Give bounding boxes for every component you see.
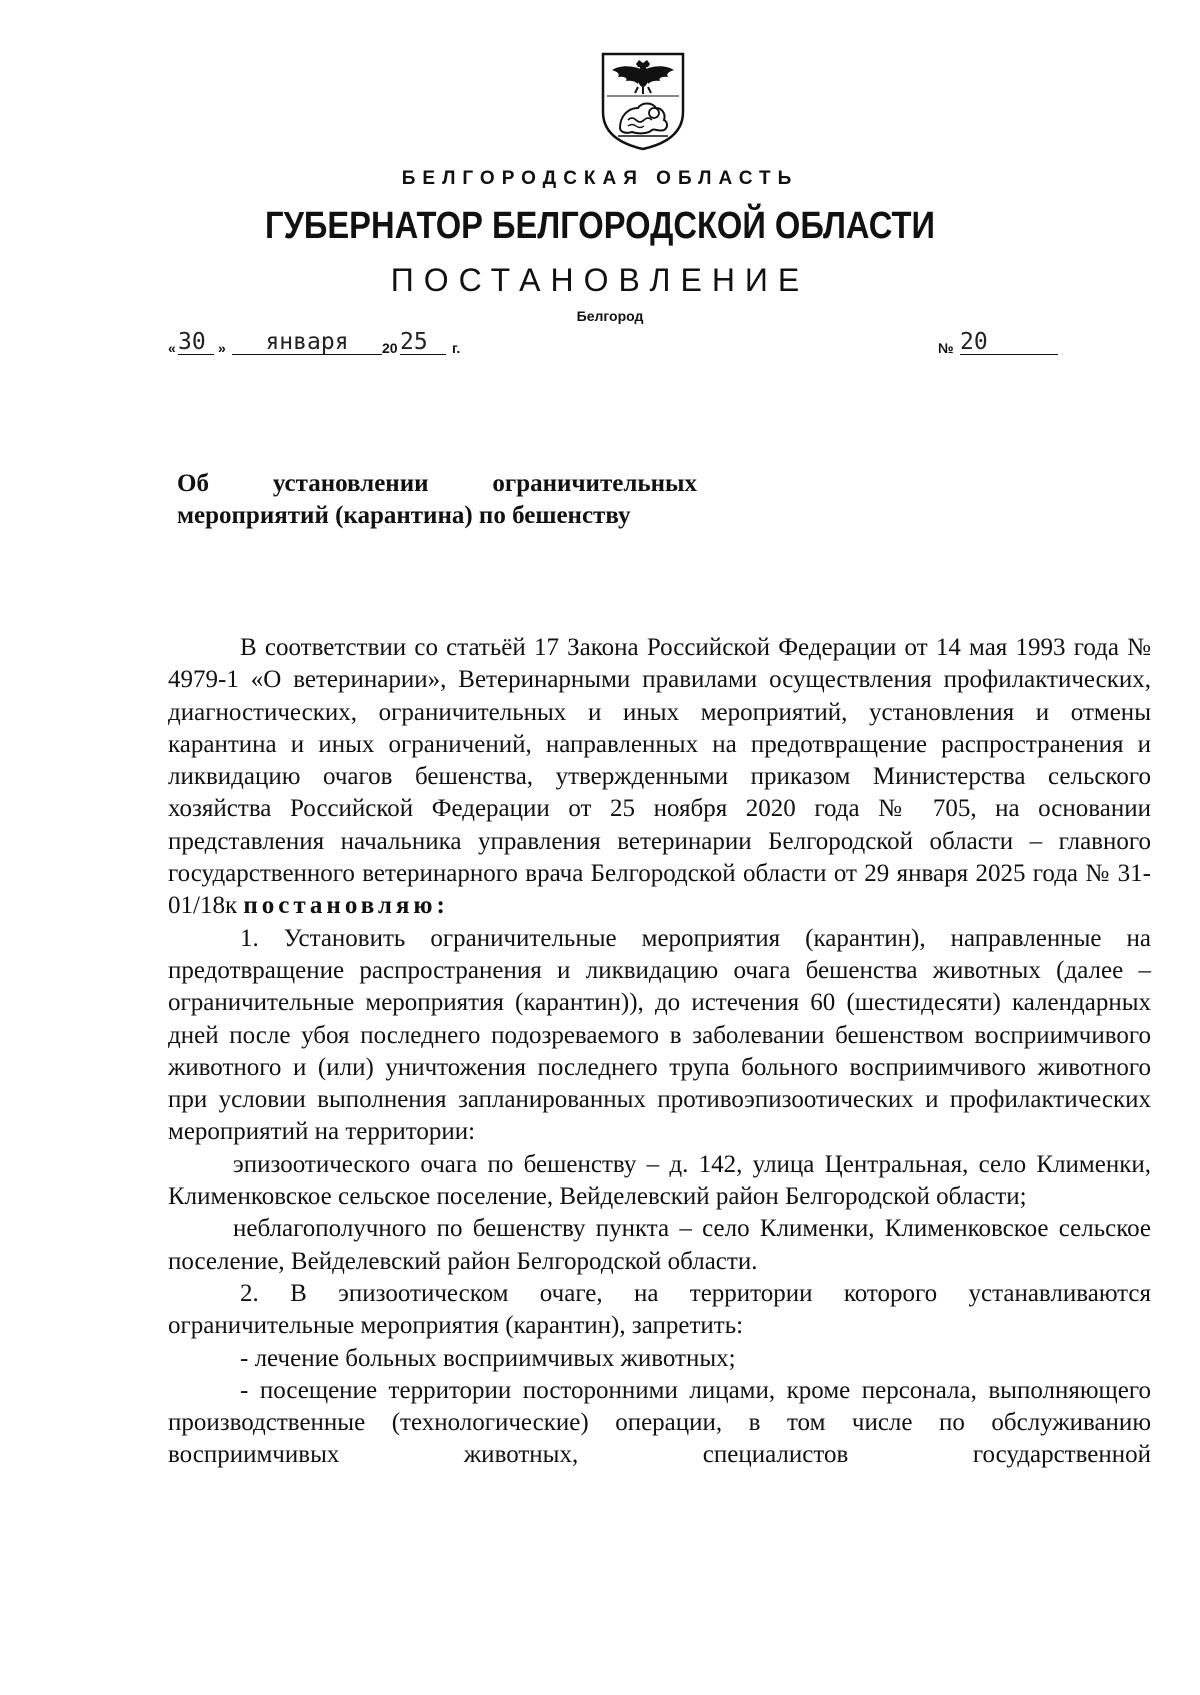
item-1-b-paragraph: неблагополучного по бешенству пункта – село Клименки, Клименковское сельское поселение, Вейделевский район Белгородской области. [168, 1215, 1151, 1275]
item-2-b-paragraph: - посещение территории посторонними лицами, кроме персонала, выполняющего производственные (технологические) операции, в том числе по обслуживанию восприимчивых животных, специалистов государственной [168, 1376, 1151, 1469]
item-2-paragraph: 2. В эпизоотическом очаге, на территории которого устанавливаются ограничительные мероприятия (карантин), запретить: [168, 1279, 1151, 1340]
region-heading: БЕЛГОРОДСКАЯ ОБЛАСТЬ [401, 168, 799, 189]
title-word: Об [177, 470, 209, 497]
date-open-quote: « [168, 340, 176, 356]
document-title [177, 468, 697, 532]
date-number-line [168, 330, 1088, 360]
date-close-quote: » [218, 340, 226, 356]
city-label: Белгород [576, 308, 644, 324]
date-year-prefix: 20 [382, 340, 398, 356]
item-2-a-paragraph: - лечение больных восприимчивых животных; [240, 1344, 736, 1372]
date-year-suffix: 25 [400, 330, 446, 355]
date-month: января [232, 330, 382, 355]
authority-heading: ГУБЕРНАТОР БЕЛГОРОДСКОЙ ОБЛАСТИ [265, 205, 935, 247]
item-1-a-paragraph: эпизоотического очага по бешенству – д. 142, улица Центральная, село Клименки, Клименковское сельское поселение, Вейделевский район Белгородской области; [168, 1150, 1151, 1211]
date-year-unit: г. [452, 340, 461, 356]
item-1-paragraph: 1. Установить ограничительные мероприятия (карантин), направленные на предотвращение распространения и ликвидацию очага бешенства животных (далее – ограничительные мероприятия (карантин)), до истечения 60 (шестидесяти) календарных дней после убоя последнего подозреваемого в заболевании бешенством восприимчивого животного и (или) уничтожения последнего трупа больного восприимчивого животного при условии выполнения запланированных противоэпизоотических и профилактических мероприятий на территории: [168, 924, 1151, 1146]
belgorod-region-coat-of-arms-icon [598, 50, 688, 152]
title-line-2: мероприятий (карантина) по бешенству [177, 502, 631, 529]
title-line-1 [177, 468, 697, 500]
date-day: 30 [178, 330, 214, 355]
coat-of-arms-emblem [598, 50, 688, 152]
preamble-text: В соответствии со статьёй 17 Закона Российской Федерации от 14 мая 1993 года № 4979-1 «О ветеринарии», Ветеринарными правилами осуществления профилактических, диагностических, ограничительных и иных мероприятий, установления и отмены карантина и иных ограничений, направленных на предотвращение распространения и ликвидацию очагов бешенства, утвержденными приказом Министерства сельского хозяйства Российской Федерации от 25 ноября 2020 года № 705, на основании представления начальника управления ветеринарии Белгородской области – главного государственного ветеринарного врача Белгородской области от 29 января 2025 года № 31-01/18к [168, 634, 1151, 920]
title-word: ограничительных [492, 470, 697, 497]
preamble-paragraph [168, 632, 1151, 923]
number-label: № [938, 340, 954, 356]
decree-word: постановляю: [243, 892, 449, 920]
document-type-heading: ПОСТАНОВЛЕНИЕ [390, 262, 810, 298]
document-number: 20 [960, 330, 1058, 355]
document-body [168, 632, 1151, 1472]
title-word: установлении [272, 470, 429, 497]
